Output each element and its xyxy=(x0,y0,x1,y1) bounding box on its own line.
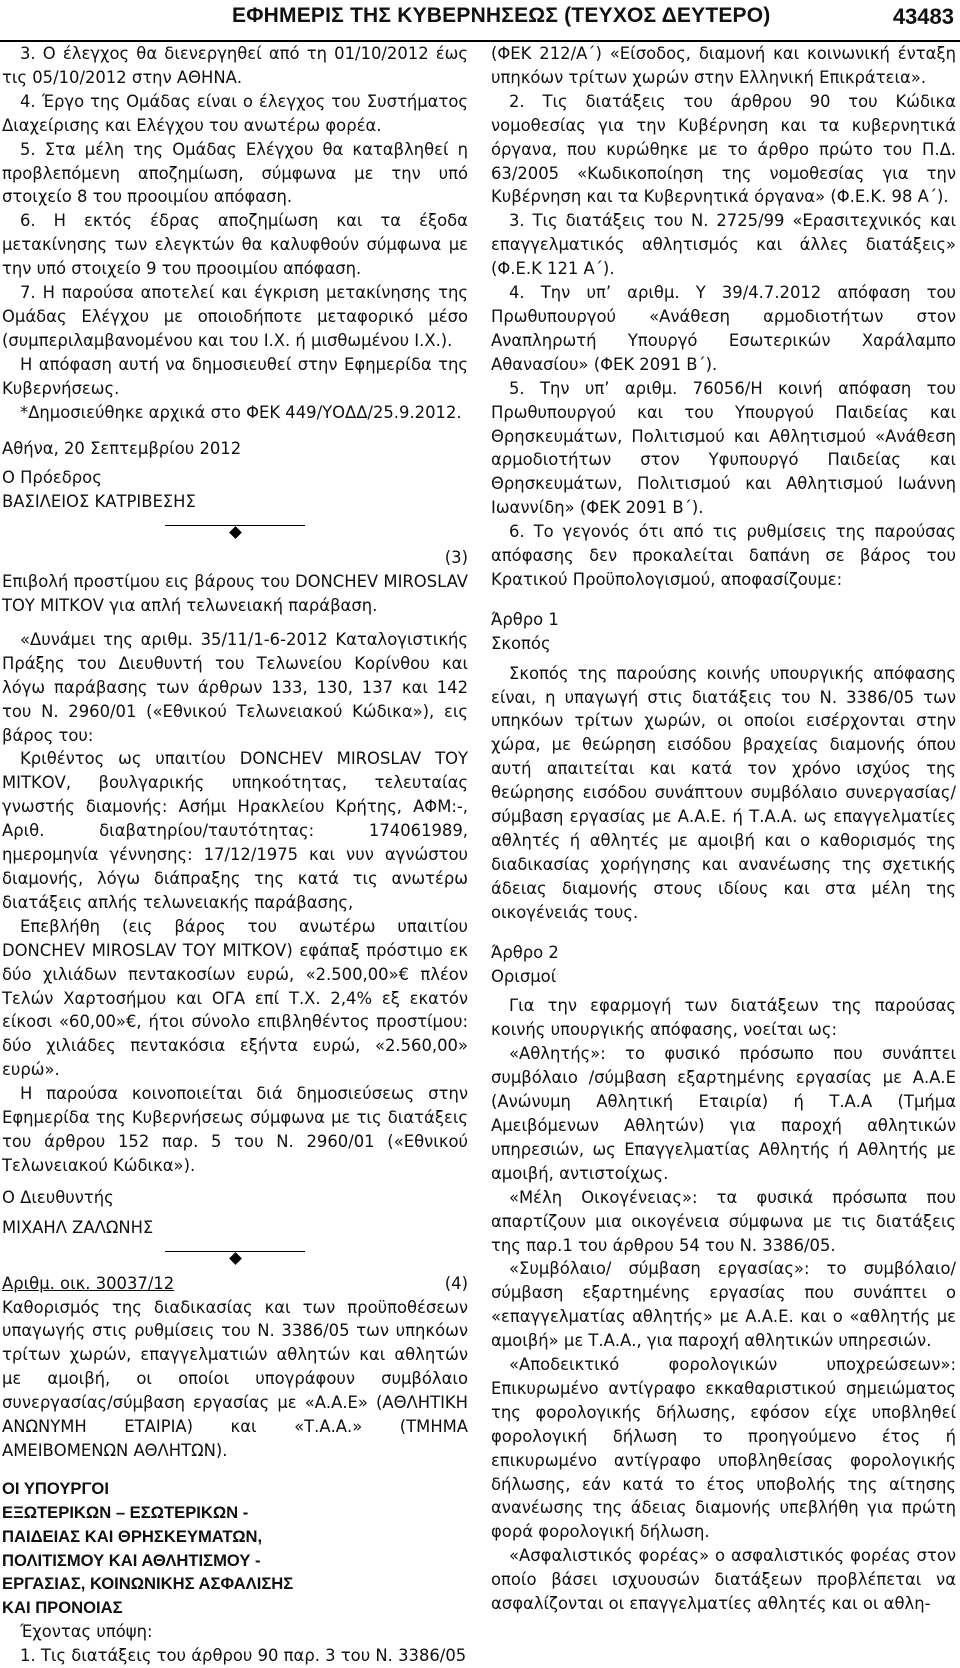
ministers-line: ΠΟΛΙΤΙΣΜΟΥ ΚΑΙ ΑΘΛΗΤΙΣΜΟΥ - xyxy=(2,1550,261,1570)
article-2-paragraph: «Ασφαλιστικός φορέας» ο ασφαλιστικός φορέας στον οποίο βάσει ισχυουσών διατάξεων προβλέπεται να ασφαλίζονται οι επαγγελματίες αθλητές και οι αθλη- xyxy=(491,1546,956,1614)
considerations-item-1: 1. Τις διατάξεις του άρθρου 90 παρ. 3 του Ν. 3386/05 xyxy=(20,1646,467,1666)
place-date: Αθήνα, 20 Σεπτεμβρίου 2012 xyxy=(2,438,242,458)
ministers-line: ΕΞΩΤΕΡΙΚΩΝ – ΕΣΩΤΕΡΙΚΩΝ - xyxy=(2,1502,249,1522)
ministers-line: ΚΑΙ ΠΡΟΝΟΙΑΣ xyxy=(2,1598,123,1618)
considerations-item-2: 2. Τις διατάξεις του άρθρου 90 του Κώδικα νομοθεσίας για την Κυβέρνηση και τα κυβερνητικά όργανα, που κυρώθηκε με το άρθρο πρώτο του Π.Δ. 63/2005 «Κωδικοποίηση της νομοθεσίας για την Κυβέρνηση και τα Κυβερνητικά όργανα» (Φ.Ε.Κ. 98 Α΄). xyxy=(491,91,956,207)
article-1-text: Σκοπός της παρούσης κοινής υπουργικής απόφασης είναι, η υπαγωγή στις διατάξεις του Ν. 3386/05 των υπηκόων τρίτων χωρών, οι οποίοι εισέρχονται στην χώρα, με θεώρηση εισόδου βραχείας διαμονής όπου αυτή απαιτείται και κατά τον χρόνο ισχύος της θεώρησης εισόδου συνάπτουν συμβόλαιο συνεργασίας/σύμβαση εργασίας με Α.Α.Ε. ή Τ.Α.Α. ως επαγγελματίες αθλητές ή αθλητές με αμοιβή και ο καθορισμός της διαδικασίας χορήγησης και ανανέωσης της σχετικής άδειας διαμονής στους ιδίους και στα μέλη της οικογένειάς τους. xyxy=(491,663,956,922)
article-2-heading: Άρθρο 2 xyxy=(491,942,559,962)
ministers-line: ΕΡΓΑΣΙΑΣ, ΚΟΙΝΩΝΙΚΗΣ ΑΣΦΑΛΙΣΗΣ xyxy=(2,1574,294,1594)
considerations-item-4: 4. Την υπ’ αριθμ. Υ 39/4.7.2012 απόφαση του Πρωθυπουργού «Ανάθεση αρμοδιοτήτων στον Αναπληρωτή Υπουργό Εσωτερικών Χαράλαμπο Αθανασίου» (ΦΕΚ 2091 Β΄). xyxy=(491,283,956,374)
page-number: 43483 xyxy=(892,4,954,29)
section-separator xyxy=(2,1240,468,1264)
diamond-icon xyxy=(229,526,242,539)
paragraph-item-5: 5. Στα μέλη της Ομάδας Ελέγχου θα καταβληθεί η προβλεπόμενη αποζημίωση, σύμφωνα με την υπό στοιχείο 8 του προοιμίου απόφαση. xyxy=(2,139,468,207)
article-2-paragraph: «Αποδεικτικό φορολογικών υποχρεώσεων»: Επικυρωμένο αντίγραφο εκκαθαριστικού σημειώματος της φορολογικής δήλωσης, εφόσον είχε υποβληθεί φορολογική δήλωση το προηγούμενο έτος ή επικυρωμένο αντίγραφο υποβληθείσας φορολογικής δήλωσης, εάν κατά το έτος υποβολής της αίτησης ανανέωσης της άδειας διαμονής υπεβλήθη για πρώτη φορά φορολογική δήλωση. xyxy=(491,1355,956,1542)
ministers-line: ΟΙ ΥΠΟΥΡΓΟΙ xyxy=(2,1478,109,1498)
section-separator xyxy=(2,514,468,538)
gazette-title: ΕΦΗΜΕΡΙΣ ΤΗΣ ΚΥΒΕΡΝΗΣΕΩΣ (ΤΕΥΧΟΣ ΔΕΥΤΕΡΟ) xyxy=(232,4,771,27)
doc3-signer-role: Ο Διευθυντής xyxy=(2,1187,114,1207)
doc4-reference: Αριθμ. οικ. 30037/12 xyxy=(2,1273,175,1293)
considerations-item-3: 3. Τις διατάξεις του Ν. 2725/99 «Ερασιτεχνικός και επαγγελματικός αθλητισμός και άλλες διατάξεις» (Φ.Ε.Κ 121 Α΄). xyxy=(491,211,956,279)
signer-role: Ο Πρόεδρος xyxy=(2,468,102,488)
right-column xyxy=(491,42,956,1616)
considerations-item-5: 5. Την υπ’ αριθμ. 76056/Η κοινή απόφαση του Πρωθυπουργού και του Υπουργού Παιδείας και Θρησκευμάτων, Πολιτισμού και Αθλητισμού «Ανάθεση αρμοδιοτήτων στον Υφυπουργό Παιδείας και Θρησκευμάτων, Πολιτισμού και Αθλητισμού Ιωάννη Ιωαννίδη» (ΦΕΚ 2091 Β΄). xyxy=(491,378,956,518)
doc3-paragraph: Κριθέντος ως υπαιτίου DONCHEV MIROSLAV ΤΟΥ ΜΙΤΚΟV, βουλγαρικής υπηκοότητας, τελευταίας γνωστής διαμονής: Ασήμι Ηρακλείου Κρήτης, ΑΦΜ:-, Αριθ. διαβατηρίου/ταυτότητας: 174061989, ημερομηνία γέννησης: 17/12/1975 και νυν αγνώστου διαμονής, λόγω διάπραξης της κατά τις ανωτέρω διατάξεις απλής τελωνειακής παράβασης, xyxy=(2,749,468,912)
ministers-block xyxy=(2,1477,468,1620)
paragraph-item-6: 6. Η εκτός έδρας αποζημίωση και τα έξοδα μετακίνησης των ελεγκτών θα καλυφθούν σύμφωνα με την υπό στοιχείο 9 του προοιμίου απόφαση. xyxy=(2,211,468,279)
paragraph-item-4: 4. Έργο της Ομάδας είναι ο έλεγχος του Συστήματος Διαχείρισης και Ελέγχου του ανωτέρω φορέα. xyxy=(2,91,468,135)
having-in-view: Έχοντας υπόψη: xyxy=(20,1622,153,1642)
article-2-paragraph: «Μέλη Οικογένειας»: τα φυσικά πρόσωπα που απαρτίζουν μια οικογένεια σύμφωνα με τις διατάξεις της παρ.1 του άρθρου 54 του Ν. 3386/05. xyxy=(491,1187,956,1255)
doc3-number: (3) xyxy=(444,548,468,568)
doc4-ref-line xyxy=(2,1272,468,1296)
paragraph-item-3: 3. Ο έλεγχος θα διενεργηθεί από τη 01/10/2012 έως τις 05/10/2012 στην ΑΘΗΝΑ. xyxy=(2,44,468,87)
diamond-icon xyxy=(229,1252,242,1265)
article-2-paragraph: «Συμβόλαιο/ σύμβαση εργασίας»: το συμβόλαιο/ σύμβαση εξαρτημένης εργασίας που συνάπτει ο «επαγγελματίας αθλητής» με Α.Α.Ε. και ο «αθλητής με αμοιβή» με Τ.Α.Α., για παροχή αθλητικών υπηρεσιών. xyxy=(491,1259,956,1351)
publication-note: *Δημοσιεύθηκε αρχικά στο ΦΕΚ 449/ΥΟΔΔ/25.9.2012. xyxy=(20,402,462,422)
page-header xyxy=(0,0,960,42)
doc3-title: Επιβολή προστίμου εις βάρους του DONCHEV MIROSLAV ΤΟΥ ΜΙΤΚΟV για απλή τελωνειακή παράβαση. xyxy=(2,572,468,616)
ministers-line: ΠΑΙΔΕΙΑΣ ΚΑΙ ΘΡΗΣΚΕΥΜΑΤΩΝ, xyxy=(2,1526,263,1546)
considerations-continued: (ΦΕΚ 212/Α΄) «Είσοδος, διαμονή και κοινωνική ένταξη υπηκόων τρίτων χωρών στην Ελληνική Επικράτεια». xyxy=(491,44,956,87)
doc3-paragraph: «Δυνάμει της αριθμ. 35/11/1-6-2012 Καταλογιστικής Πράξης του Διευθυντή του Τελωνείου Κορίνθου και λόγω παράβασης των άρθρων 133, 130, 137 και 142 του Ν. 2960/01 («Εθνικού Τελωνειακού Κώδικα»), εις βάρος του: xyxy=(2,629,468,745)
paragraph-item-7: 7. Η παρούσα αποτελεί και έγκριση μετακίνησης της Ομάδας Ελέγχου με οποιοδήποτε μεταφορικό μέσο (συμπεριλαμβανομένου και του Ι.Χ. ή μισθωμένου Ι.Χ.). xyxy=(2,283,468,350)
article-2-paragraph: «Αθλητής»: το φυσικό πρόσωπο που συνάπτει συμβόλαιο /σύμβαση εξαρτημένης εργασίας με Α.Α.Ε (Ανώνυμη Αθλητική Εταιρία) ή Τ.Α.Α (Τμήμα Αμειβόμενων Αθλητών) για παροχή αθλητικών υπηρεσιών, ως Επαγγελματίας Αθλητής ή Αθλητής με αμοιβή, αντιστοίχως. xyxy=(491,1044,956,1183)
considerations-item-6: 6. Το γεγονός ότι από τις ρυθμίσεις της παρούσας απόφασης δεν προκαλείται δαπάνη σε βάρος του Κρατικού Προϋπολογισμού, αποφασίζουμε: xyxy=(491,522,956,589)
article-2-paragraph: Για την εφαρμογή των διατάξεων της παρούσας κοινής υπουργικής απόφασης, νοείται ως: xyxy=(491,996,956,1040)
article-1-heading: Άρθρο 1 xyxy=(491,609,559,629)
signer-name: ΒΑΣΙΛΕΙΟΣ ΚΑΤΡΙΒΕΣΗΣ xyxy=(2,492,196,512)
doc3-signer-name: ΜΙΧΑΗΛ ΖΑΛΩΝΗΣ xyxy=(2,1217,154,1237)
article-2-subheading: Ορισμοί xyxy=(491,966,557,986)
article-1-subheading: Σκοπός xyxy=(491,633,551,653)
doc3-paragraph: Η παρούσα κοινοποιείται διά δημοσιεύσεως στην Εφημερίδα της Κυβερνήσεως σύμφωνα με τις διατάξεις του άρθρου 152 παρ. 5 του Ν. 2960/01 («Εθνικού Τελωνειακού Κώδικα»). xyxy=(2,1084,468,1175)
left-column xyxy=(2,42,468,1668)
doc3-paragraph: Επεβλήθη (εις βάρος του ανωτέρω υπαιτίου DONCHEV MIROSLAV ΤΟΥ ΜΙΤΚΟV) εφάπαξ πρόστιμο εκ δύο χιλιάδων πεντακοσίων ευρώ, «2.500,00»€ πλέον Τελών Χαρτοσήμου και ΟΓΑ επί Τ.Χ. 2,4% εξ εκατόν είκοσι «60,00»€, ήτοι σύνολο επιβληθέντος προστίμου: δύο χιλιάδες πεντακόσια εξήντα ευρώ, «2.560,00» ευρώ». xyxy=(2,916,468,1080)
doc4-number: (4) xyxy=(444,1273,468,1293)
publication-order: Η απόφαση αυτή να δημοσιευθεί στην Εφημερίδα της Κυβερνήσεως. xyxy=(2,354,468,398)
doc4-title: Καθορισμός της διαδικασίας και των προϋποθέσεων υπαγωγής στις ρυθμίσεις του Ν. 3386/05 των υπηκόων τρίτων χωρών, επαγγελματιών αθλητών και αθλητών με αμοιβή, οι οποίοι υπογράφουν συμβόλαιο συνεργασίας/σύμβαση εργασίας με «Α.Α.Ε» (ΑΘΛΗΤΙΚΗ ΑΝΩΝΥΜΗ ΕΤΑΙΡΙΑ) και «Τ.Α.Α.» (ΤΜΗΜΑ ΑΜΕΙΒΟΜΕΝΩΝ ΑΘΛΗΤΩΝ). xyxy=(2,1297,468,1460)
